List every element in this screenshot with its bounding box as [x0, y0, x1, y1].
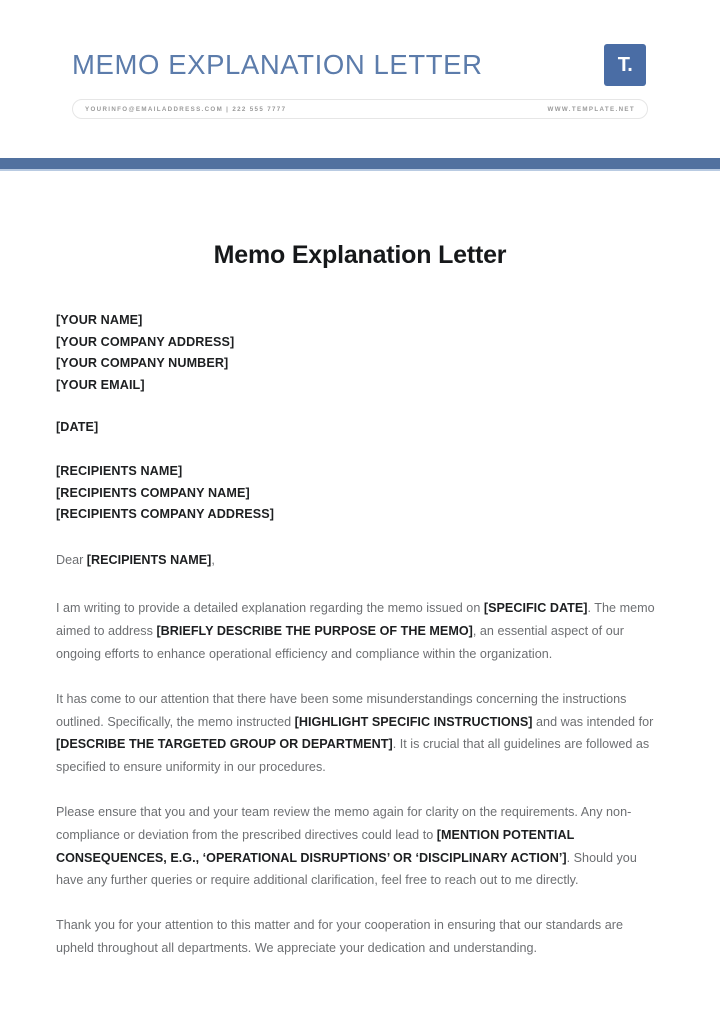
- recipient-line: [RECIPIENTS NAME]: [56, 463, 183, 478]
- letter-body-paragraphs: [56, 597, 664, 959]
- header-accent-rule: [0, 158, 720, 171]
- para-2: [56, 688, 664, 779]
- salutation-suffix: ,: [211, 552, 215, 567]
- template-logo-icon: [604, 44, 646, 86]
- sender-line: [YOUR NAME]: [56, 313, 143, 327]
- recipient-line: [RECIPIENTS COMPANY ADDRESS]: [56, 507, 275, 522]
- letterhead-title: MEMO EXPLANATION LETTER: [72, 48, 483, 80]
- sender-line: [YOUR COMPANY ADDRESS]: [56, 334, 235, 349]
- placeholder-token: [HIGHLIGHT SPECIFIC INSTRUCTIONS]: [294, 714, 533, 729]
- paragraph-text: . Should you have any further queries or require additional clarification, feel free to reach out to me directly.: [56, 850, 637, 888]
- contact-website: WWW.TEMPLATE.NET: [547, 105, 635, 113]
- para-1: [56, 597, 664, 665]
- recipient-address-block: [56, 461, 664, 526]
- paragraph-text: Thank you for your attention to this matter and for your cooperation in ensuring that our standards are upheld throughout all departments. We appreciate your dedication and understanding.: [56, 918, 624, 955]
- para-3: [56, 801, 664, 892]
- paragraph-text: . It is crucial that all guidelines are followed as specified to ensure uniformity in our procedures.: [56, 737, 650, 775]
- placeholder-token: [BRIEFLY DESCRIBE THE PURPOSE OF THE MEMO]: [156, 624, 473, 639]
- letterhead: [0, 0, 720, 158]
- salutation-recipient: [RECIPIENTS NAME]: [86, 552, 212, 567]
- page-title: Memo Explanation Letter: [213, 241, 507, 269]
- placeholder-token: [SPECIFIC DATE]: [483, 601, 588, 616]
- placeholder-token: [DESCRIBE THE TARGETED GROUP OR DEPARTMENT]: [56, 737, 393, 752]
- date-block: [56, 417, 664, 439]
- para-4: [56, 914, 664, 960]
- date-line: [DATE]: [56, 420, 99, 435]
- contact-email-phone: YOURINFO@EMAILADDRESS.COM | 222 555 7777: [85, 105, 287, 113]
- placeholder-token: [MENTION POTENTIAL CONSEQUENCES, E.G., ‘OPERATIONAL DISRUPTIONS’ OR ‘DISCIPLINARY ACTION’]: [56, 827, 575, 865]
- sender-address-block: [56, 310, 664, 396]
- recipient-line: [RECIPIENTS COMPANY NAME]: [56, 485, 250, 500]
- sender-line: [YOUR EMAIL]: [56, 377, 145, 392]
- paragraph-text: , an essential aspect of our ongoing efforts to enhance operational efficiency and compliance within the organization.: [56, 624, 624, 661]
- paragraph-text: . The memo aimed to address: [56, 601, 655, 639]
- paragraph-text: Please ensure that you and your team review the memo again for clarity on the requirements. Any non-compliance or deviation from the prescribed directives could lead to: [56, 804, 632, 842]
- paragraph-text: and was intended for: [532, 714, 654, 729]
- salutation-prefix: Dear: [56, 552, 87, 567]
- logo-letter: T.: [617, 54, 633, 76]
- sender-line: [YOUR COMPANY NUMBER]: [56, 356, 229, 371]
- paragraph-text: I am writing to provide a detailed explanation regarding the memo issued on: [56, 601, 484, 616]
- salutation: [56, 550, 664, 572]
- letterhead-top-row: [72, 0, 648, 86]
- contact-bar: [72, 99, 648, 119]
- paragraph-text: It has come to our attention that there have been some misunderstandings concerning the instructions outlined. Specifically, the memo instructed: [56, 691, 627, 729]
- document-body: [0, 241, 720, 960]
